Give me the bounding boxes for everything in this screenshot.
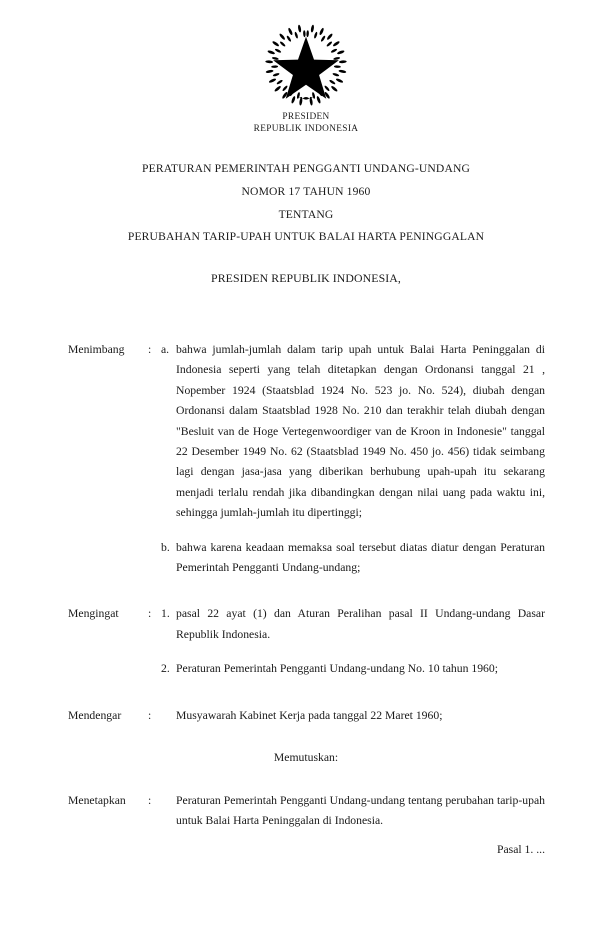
- item-marker: a.: [161, 343, 170, 356]
- title-line-subject: PERUBAHAN TARIP-UPAH UNTUK BALAI HARTA PENINGGALAN: [127, 230, 485, 244]
- emblem-block: [0, 22, 612, 135]
- title-line-regulation-type: PERATURAN PEMERINTAH PENGGANTI UNDANG-UNDANG: [141, 162, 471, 175]
- item-text: Musyawarah Kabinet Kerja pada tanggal 22 Maret 1960;: [176, 708, 443, 722]
- clause-colon: :: [148, 793, 152, 807]
- clause-label: Mengingat: [68, 607, 119, 621]
- clause-colon: :: [148, 708, 152, 722]
- list-item: [161, 604, 545, 645]
- title-line-number: NOMOR 17 TAHUN 1960: [241, 184, 371, 198]
- emblem-caption-line1: PRESIDEN: [282, 112, 330, 122]
- item-marker: 1.: [161, 607, 170, 621]
- clause-items: [161, 791, 545, 832]
- clause-colon: :: [148, 607, 152, 621]
- list-item: [161, 791, 545, 832]
- spacer: [0, 578, 612, 604]
- clause-menimbang: [0, 340, 612, 578]
- clause-items: [161, 604, 545, 679]
- clause-mengingat: [0, 604, 612, 679]
- list-item: [161, 659, 545, 679]
- clause-label: Menetapkan: [68, 793, 126, 807]
- item-marker: 2.: [161, 662, 170, 676]
- list-item: [161, 538, 545, 579]
- continuation-marker: Pasal 1. ...: [496, 843, 545, 857]
- clause-label: Mendengar: [68, 708, 122, 722]
- list-item: [161, 706, 545, 726]
- document-title: [0, 158, 612, 249]
- emblem-caption-line2: REPUBLIK INDONESIA: [253, 123, 359, 134]
- item-text: Peraturan Pemerintah Pengganti Undang-undang tentang perubahan tarip-upah untuk Balai Harta Peninggalan di Indonesia.: [176, 793, 545, 827]
- item-text: bahwa jumlah-jumlah dalam tarip upah untuk Balai Harta Peninggalan di Indonesia seperti yang telah ditetapkan dengan Ordonansi tanggal 21 , Nopember 1924 (Staatsblad 1924 No. 523 jo. No. 524), diubah dengan Ordonansi dalam Staatsblad 1928 No. 210 dan terakhir telah diubah dengan "Besluit van de Hoge Vertegenwoordiger van de Kroon in Indonesie" tanggal 22 Desember 1949 No. 62 (Staatsblad 1949 No. 450 jo. 456) tidak seimbang lagi dengan jasa-jasa yang diberikan berhubung upah-upah itu sekarang menjadi terlalu rendah jika dibandingkan dengan nilai uang pada waktu ini, sehingga jumlah-jumlah itu dipertinggi;: [176, 343, 545, 520]
- spacer: [0, 769, 612, 791]
- clause-colon: :: [148, 343, 152, 356]
- clause-items: [161, 340, 545, 578]
- decision-heading: Memutuskan:: [273, 751, 339, 765]
- spacer: [0, 680, 612, 706]
- clause-menetapkan: [0, 791, 612, 832]
- institution-heading: PRESIDEN REPUBLIK INDONESIA,: [211, 271, 401, 285]
- title-line-about: TENTANG: [278, 207, 334, 221]
- item-text: pasal 22 ayat (1) dan Aturan Peralihan pasal II Undang-undang Dasar Republik Indonesia.: [176, 607, 545, 641]
- clause-items: [161, 706, 545, 726]
- document-body: [0, 340, 612, 861]
- list-item: [161, 340, 545, 524]
- spacer: [0, 726, 612, 748]
- clause-mendengar: [0, 706, 612, 726]
- emblem-caption: [0, 112, 612, 135]
- item-text: bahwa karena keadaan memaksa soal tersebut diatas diatur dengan Peraturan Pemerintah Pengganti Undang-undang;: [176, 540, 545, 575]
- item-marker: b.: [161, 540, 170, 554]
- item-text: Peraturan Pemerintah Pengganti Undang-undang No. 10 tahun 1960;: [176, 662, 498, 676]
- garuda-star-wreath-emblem: [263, 22, 349, 108]
- clause-label: Menimbang: [68, 343, 125, 356]
